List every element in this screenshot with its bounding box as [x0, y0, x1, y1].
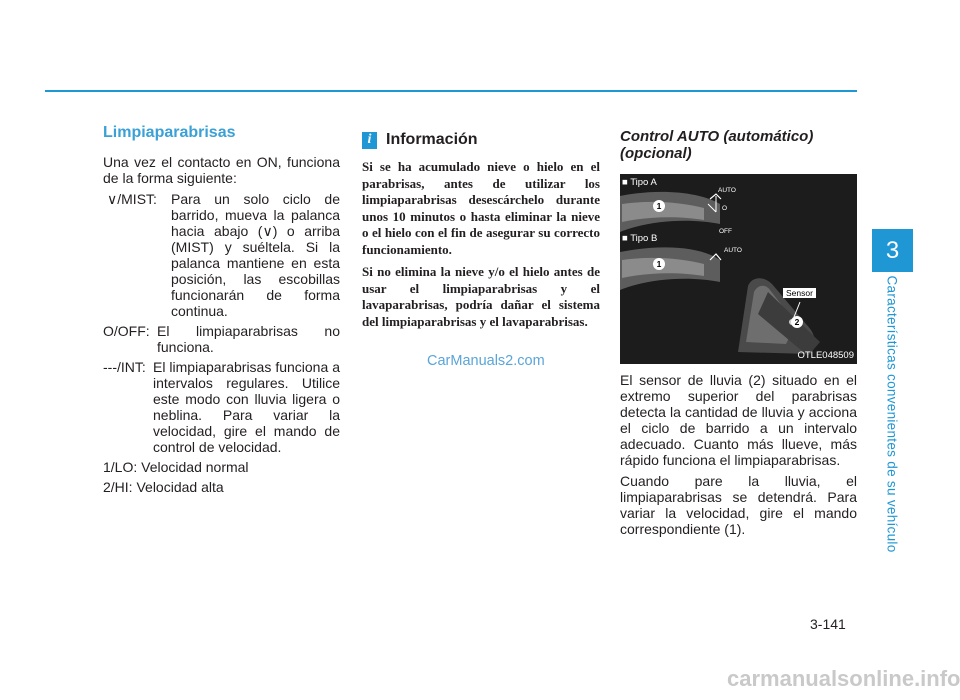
figure-label-type-b: ■ Tipo B	[622, 233, 658, 244]
figure-label-off-b: OFF	[719, 228, 732, 235]
figure-label-type-a: ■ Tipo A	[622, 177, 657, 188]
info-icon: i	[362, 132, 377, 149]
wiper-control-figure	[620, 174, 857, 364]
section-heading-wipers: Limpiaparabrisas	[103, 124, 236, 141]
wiper-mode-term: 1/LO:	[103, 459, 138, 475]
chapter-number-tab	[872, 229, 913, 272]
wiper-mode-item	[103, 459, 340, 475]
figure-label-sensor: Sensor	[783, 288, 816, 298]
wiper-mode-desc: Para un solo ciclo de barrido, mueva la palanca hacia abajo (∨) o arriba (MIST) y suéltela. Si la palanca mantiene en esta posición, las escobillas funcionarán de forma continua.	[171, 191, 340, 319]
chapter-number: 3	[885, 236, 900, 264]
figure-label-auto-b: AUTO	[724, 247, 742, 254]
watermark-carmanuals: CarManuals2.com	[427, 353, 545, 369]
figure-label-o-a: O	[722, 205, 728, 212]
page-number: 3-141	[810, 616, 846, 632]
info-box	[362, 121, 600, 336]
wiper-mode-item	[103, 191, 340, 319]
wiper-mode-item	[103, 479, 340, 495]
wiper-mode-desc: El limpiaparabrisas funciona a intervalos regulares. Utilice este modo con lluvia ligera o neblina. Para variar la velocidad, gire el mando de control de velocidad.	[153, 359, 340, 455]
wiper-mode-term: ∨/MIST:	[107, 191, 157, 207]
footer-watermark: carmanualsonline.info	[727, 666, 960, 691]
chapter-title-side	[877, 275, 907, 553]
figure-code: OTLE048509	[797, 350, 854, 361]
chapter-title: Características convenientes de su vehículo	[884, 275, 900, 553]
wiper-mode-desc: El limpiaparabrisas no funciona.	[157, 323, 340, 355]
info-header	[362, 131, 600, 149]
wiper-mode-desc: Velocidad alta	[136, 479, 224, 495]
wiper-mode-desc: Velocidad normal	[141, 459, 249, 475]
right-column	[620, 124, 857, 542]
info-paragraph: Si se ha acumulado nieve o hielo en el parabrisas, antes de utilizar los limpiaparabrisas desescárchelo durante unos 10 minutos o hasta eliminar la nieve o el hielo con el fin de asegurar su correcto funcionamiento.	[362, 159, 600, 257]
wiper-mode-term: ---/INT:	[103, 359, 146, 375]
figure-callout-2: 2	[791, 316, 803, 328]
figure-callout-1: 1	[653, 200, 665, 212]
section-heading-auto-control: Control AUTO (automático) (opcional)	[620, 128, 814, 162]
figure-callout-1: 1	[653, 258, 665, 270]
wiper-mode-item	[103, 359, 340, 455]
intro-text: Una vez el contacto en ON, funciona de la forma siguiente:	[103, 154, 340, 186]
wiper-mode-term: O/OFF:	[103, 323, 150, 339]
sensor-paragraph: El sensor de lluvia (2) situado en el extremo superior del parabrisas detecta la cantidad de lluvia y acciona el ciclo de barrido a un intervalo adecuado. Cuanto más llueve, más rápido funciona el limpiaparabrisas.	[620, 372, 857, 468]
wiper-mode-item	[103, 323, 340, 355]
info-title: Información	[386, 131, 478, 148]
info-paragraph: Si no elimina la nieve y/o el hielo antes de usar el limpiaparabrisas y el lavaparabrisas, podría dañar el sistema del limpiaparabrisas y el lavaparabrisas.	[362, 264, 600, 329]
figure-label-auto-a: AUTO	[718, 187, 736, 194]
sensor-paragraph: Cuando pare la lluvia, el limpiaparabrisas se detendrá. Para variar la velocidad, gire el mando correspondiente (1).	[620, 473, 857, 537]
top-rule	[45, 90, 857, 92]
wiper-mode-term: 2/HI:	[103, 479, 133, 495]
left-column	[103, 124, 340, 499]
